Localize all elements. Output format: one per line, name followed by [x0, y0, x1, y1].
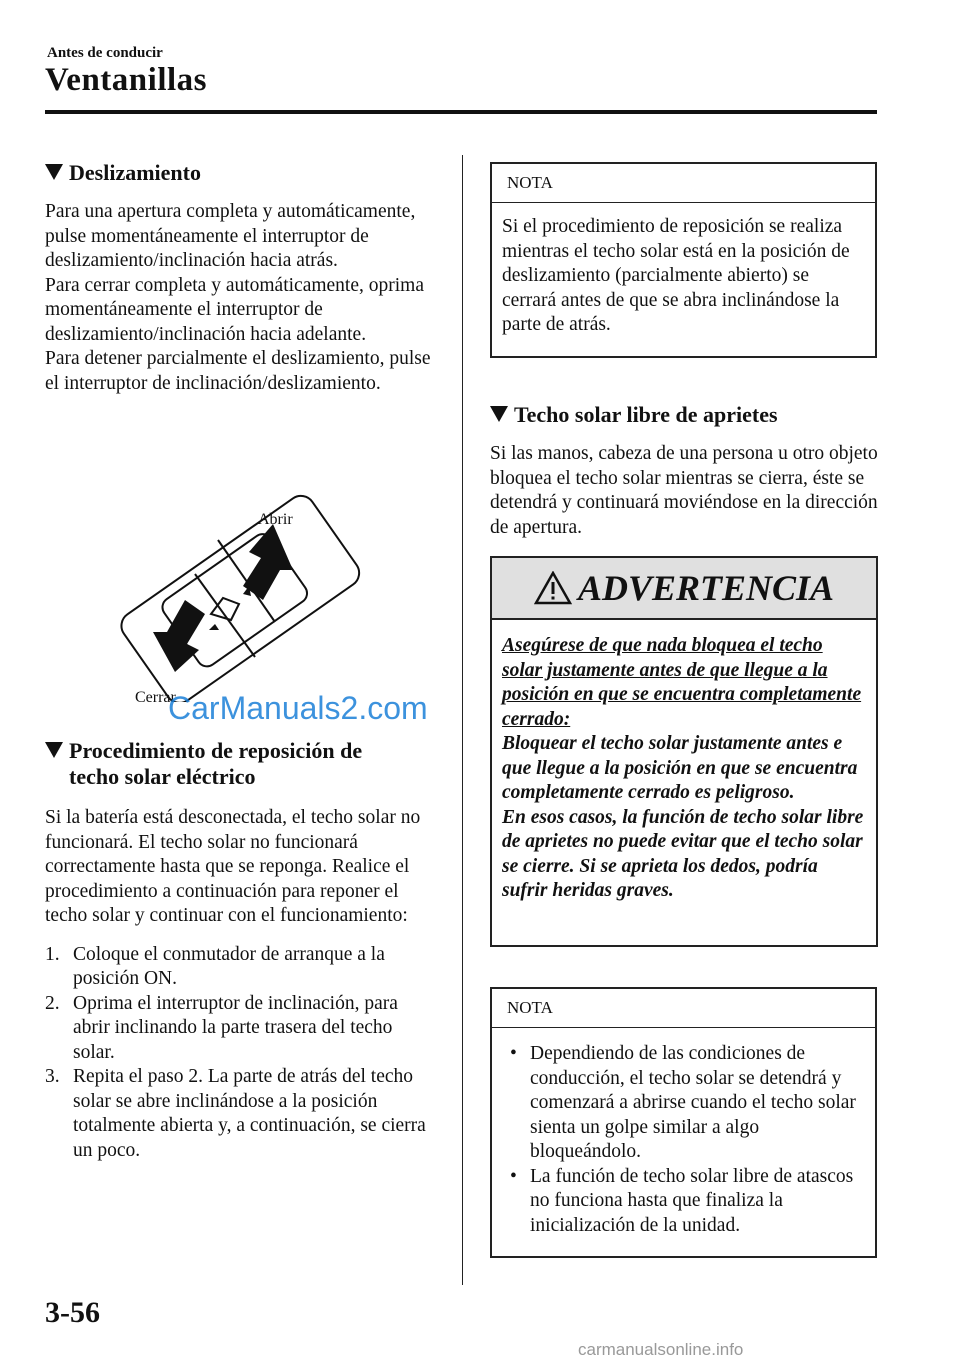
note-box-reset [490, 162, 877, 358]
section-kicker: Antes de conducir [47, 45, 163, 61]
note-bullet-item: • La función de techo solar libre de atascos no funciona hasta que finaliza la inicialización de la unidad. [510, 1165, 854, 1236]
warning-emphasis: Asegúrese de que nada bloquea el techo solar justamente antes de que llegue a la posición en que se encuentra completamente cerrado: [502, 635, 862, 730]
note-bullets [492, 1028, 875, 1246]
note-bullet-item: • Dependiendo de las condiciones de conducción, el techo solar se detendrá y comenzará a abrirse cuando el techo solar sienta un golpe similar a algo bloqueándolo. [510, 1043, 856, 1162]
reset-section [45, 738, 437, 1163]
warning-triangle-icon [534, 571, 572, 605]
warning-body [492, 620, 876, 914]
warning-box [490, 556, 878, 947]
reset-body: Si la batería está desconectada, el techo solar no funcionará. El techo solar no funcionará correctamente hasta que se reponga. Realice el procedimiento a continuación para reponer el techo solar y continuar con el funcionamiento: [45, 807, 421, 926]
note-label: NOTA [492, 989, 875, 1028]
pinch-heading: Techo solar libre de aprietes [490, 402, 880, 428]
column-divider [462, 155, 463, 1285]
left-column [45, 160, 437, 396]
reset-steps [45, 943, 437, 1164]
watermark-carmanuals2: CarManuals2.com [168, 690, 428, 726]
warning-text: Bloquear el techo solar justamente antes e que llegue a la posición en que se encuentra completamente cerrado es peligroso. En esos casos, la función de techo solar libre de aprietes no puede evitar que el techo solar se cierre. Si se aprieta los dedos, podría sufrir heridas graves. [502, 733, 864, 901]
note-text: Si el procedimiento de reposición se realiza mientras el techo solar está en la posición de deslizamiento (parcialmente abierto) se cerrará antes de que se abra inclinándose la parte de atrás. [502, 216, 850, 335]
step-item: 2. Oprima el interruptor de inclinación, para abrir inclinando la parte trasera del techo solar. [45, 992, 398, 1063]
triangle-bullet-icon [490, 406, 508, 422]
header-rule [45, 110, 877, 114]
switch-figure [115, 482, 365, 702]
step-item: 3. Repita el paso 2. La parte de atrás del techo solar se abre inclinándose a la posición totalmente abierta y, a continuación, se cierra un poco. [45, 1066, 426, 1161]
pinch-section [490, 402, 880, 540]
sliding-heading: Deslizamiento [45, 160, 437, 186]
page-title: Ventanillas [45, 62, 207, 98]
sunroof-switch-illustration-icon [115, 482, 365, 702]
figure-open-label: Abrir [258, 511, 293, 528]
pinch-body: Si las manos, cabeza de una persona u otro objeto bloquea el techo solar mientras se cierra, éste se detendrá y continuará moviéndose en la dirección de apertura. [490, 443, 878, 538]
reset-heading: Procedimiento de reposición de techo solar eléctrico [45, 738, 437, 790]
step-item: 1. Coloque el conmutador de arranque a la posición ON. [45, 943, 385, 989]
triangle-bullet-icon [45, 164, 63, 180]
note-label: NOTA [492, 164, 875, 203]
warning-title: ADVERTENCIA [577, 568, 835, 608]
figure-close-label: Cerrar [135, 689, 176, 702]
page-number: 3-56 [45, 1296, 100, 1329]
triangle-bullet-icon [45, 742, 63, 758]
sliding-body: Para una apertura completa y automáticamente, pulse momentáneamente el interruptor de deslizamiento/inclinación hacia atrás. Para cerrar completa y automáticamente, oprima momentáneamente el interruptor de deslizamiento/inclinación hacia adelante. Para detener parcialmente el deslizamiento, pulse el interruptor de inclinación/deslizamiento. [45, 201, 431, 394]
note-box-pinch [490, 987, 877, 1258]
warning-header [492, 558, 876, 620]
watermark-carmanualsonline: carmanualsonline.info [578, 1340, 744, 1359]
